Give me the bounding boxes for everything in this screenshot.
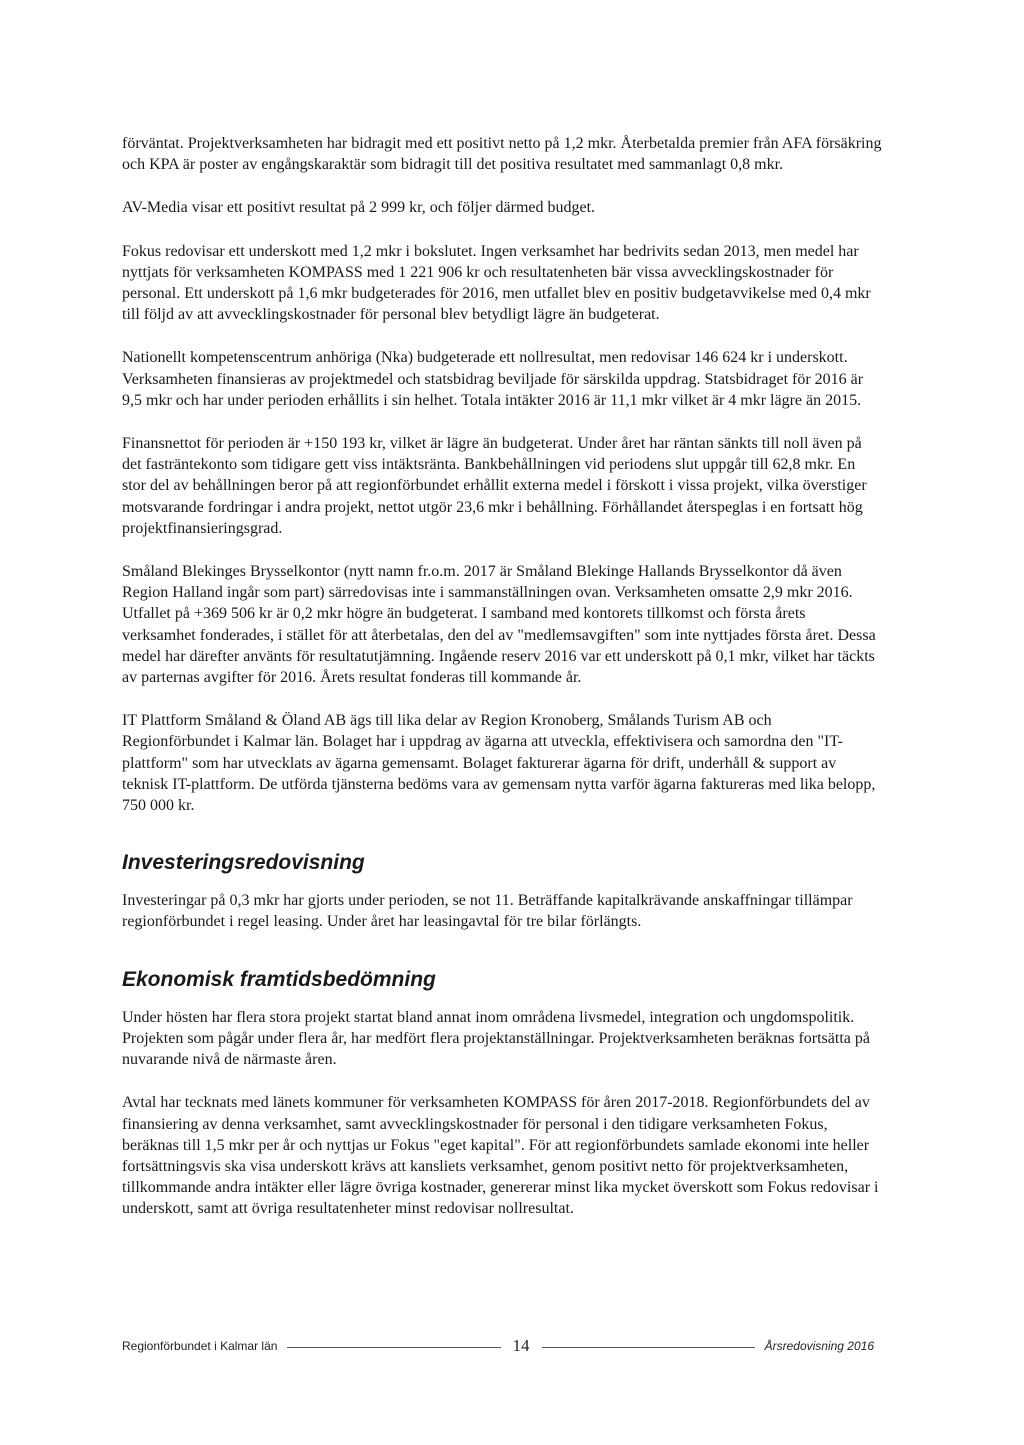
footer-report-title: Årsredovisning 2016 — [764, 1339, 874, 1353]
footer-page-number: 14 — [512, 1336, 530, 1355]
paragraph-it-plattform: IT Plattform Småland & Öland AB ägs till lika delar av Region Kronoberg, Smålands Turism AB och Regionförbundet i Kalmar län. Bolaget har i uppdrag av ägarna att utveckla, effektivisera och samordna den "IT-plattform" som har utvecklats av ägarna gemensamt. Bolaget fakturerar ägarna för drift, underhåll & support av teknisk IT-plattform. De utförda tjänsterna bedöms vara av gemensam nytta varför ägarna faktureras med lika belopp, 750 000 kr. — [122, 712, 876, 815]
paragraph-nka: Nationellt kompetenscentrum anhöriga (Nka) budgeterade ett nollresultat, men redovisar 146 624 kr i underskott. Verksamheten finansieras av projektmedel och statsbidrag beviljade för särskilda uppdrag. Statsbidraget för 2016 är 9,5 mkr och har under perioden erhållits i sin helhet. Totala intäkter 2016 är 11,1 mkr vilket är 4 mkr lägre än 2015. — [122, 349, 864, 409]
paragraph-investeringar: Investeringar på 0,3 mkr har gjorts under perioden, se not 11. Beträffande kapitalkrävande anskaffningar tillämpar regionförbundet i regel leasing. Under året har leasingavtal för tre bilar förlängts. — [122, 892, 853, 931]
footer-rule-right — [542, 1347, 755, 1348]
paragraph-avtal-kompass: Avtal har tecknats med länets kommuner för verksamheten KOMPASS för åren 2017-2018. Regionförbundets del av finansiering av denna verksamhet, samt avvecklingskostnader för personal i den tidigare verksamheten Fokus, beräknas till 1,5 mkr per år och nyttjas ur Fokus "eget kapital". För att regionförbundets samlade ekonomi inte heller fortsättningsvis ska visa underskott krävs att kansliets verksamhet, genom positivt netto för projektverksamheten, tillkommande andra intäkter eller lägre övriga kostnader, genererar minst lika mycket överskott som Fokus redovisar i underskott, samt att övriga resultatenheter minst redovisar nollresultat. — [122, 1094, 879, 1218]
heading-investeringsredovisning: Investeringsredovisning — [122, 851, 365, 875]
paragraph-prognos: förväntat. Projektverksamheten har bidragit med ett positivt netto på 1,2 mkr. Återbetalda premier från AFA försäkring och KPA är poster av engångskaraktär som bidragit till det positiva resultatet med sammanlagt 0,8 mkr. — [122, 135, 882, 174]
footer-rule-left — [287, 1347, 500, 1348]
page-footer — [122, 1336, 874, 1356]
paragraph-av-media: AV-Media visar ett positivt resultat på 2 999 kr, och följer därmed budget. — [122, 199, 596, 217]
heading-ekonomisk-framtidsbedomning: Ekonomisk framtidsbedömning — [122, 967, 436, 991]
paragraph-projekt-hosten: Under hösten har flera stora projekt startat bland annat inom områdena livsmedel, integration och ungdomspolitik. Projekten som pågår under flera år, har medfört flera projektanställningar. Projektverksamheten beräknas fortsätta på nuvarande nivå de närmaste åren. — [122, 1008, 870, 1069]
paragraph-finansnetto: Finansnettot för perioden är +150 193 kr, vilket är lägre än budgeterat. Under året har räntan sänkts till noll även på det fasträntekonto som tidigare gett viss intäktsränta. Bankbehållningen vid periodens slut uppgår till 62,8 mkr. En stor del av behållningen beror på att regionförbundet erhållit externa medel i förskott i vissa projekt, vilka överstiger motsvarande fordringar i andra projekt, nettot utgör 23,6 mkr i behållning. Förhållandet återspeglas i en fortsatt hög projektfinansieringsgrad. — [122, 435, 867, 537]
document-body — [122, 133, 882, 1242]
paragraph-brysselkontor: Småland Blekinges Brysselkontor (nytt namn fr.o.m. 2017 är Småland Blekinge Hallands Brysselkontor då även Region Halland ingår som part) särredovisas inte i sammanställningen ovan. Verksamheten omsatte 2,9 mkr 2016. Utfallet på +369 506 kr är 0,2 mkr högre än budgeterat. I samband med kontorets tillkomst och första årets verksamhet fonderades, i stället för att återbetalas, den del av "medlemsavgiften" som inte nyttjades första året. Dessa medel har därefter använts för resultatutjämning. Ingående reserv 2016 var ett underskott på 0,1 mkr, vilket har täckts av parternas avgifter för 2016. Årets resultat fonderas till kommande år. — [122, 563, 876, 687]
paragraph-fokus: Fokus redovisar ett underskott med 1,2 mkr i bokslutet. Ingen verksamhet har bedrivits sedan 2013, men medel har nyttjats för verksamheten KOMPASS med 1 221 906 kr och resultatenheten bär vissa avvecklingskostnader för personal. Ett underskott på 1,6 mkr budgeterades för 2016, men utfallet blev en positiv budgetavvikelse med 0,4 mkr till följd av att avvecklingskostnader för personal blev betydligt lägre än budgeterat. — [122, 242, 871, 324]
footer-organization: Regionförbundet i Kalmar län — [122, 1339, 278, 1353]
